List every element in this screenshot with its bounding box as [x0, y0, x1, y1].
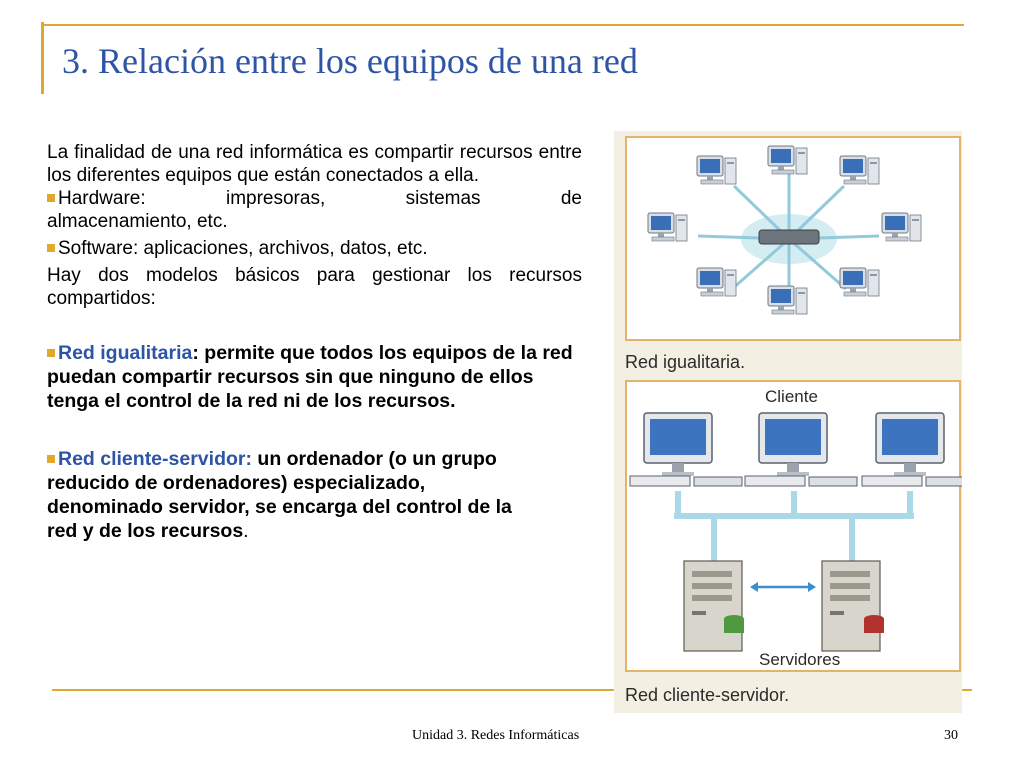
page-number: 30	[944, 728, 958, 743]
slide-title: 3. Relación entre los equipos de una red	[62, 41, 638, 81]
computer-icon	[697, 156, 736, 184]
hardware-line	[47, 187, 582, 210]
hardware-word-2: sistemas	[405, 188, 481, 209]
bullet-icon	[47, 194, 55, 202]
software-item	[47, 237, 582, 260]
client-server-text: un ordenador (o un grupo reducido de ordenadores) especializado, denominado servidor, se encarga del control de la red y de los recursos	[47, 448, 512, 542]
computer-icon	[648, 213, 687, 241]
hardware-label: Hardware:	[58, 188, 146, 209]
software-text: Software: aplicaciones, archivos, datos, etc.	[58, 238, 428, 259]
peer-network-text: : permite que todos los equipos de la red puedan compartir recursos sin que ninguno de ellos tenga el control de la red ni de los recursos.	[47, 342, 573, 412]
computer-icon	[882, 213, 921, 241]
peer-caption: Red igualitaria.	[625, 352, 746, 372]
hardware-item	[47, 187, 582, 233]
computer-icon	[768, 146, 807, 174]
hub-icon	[759, 230, 819, 244]
client-server-item	[47, 447, 537, 543]
title-top-rule	[41, 24, 964, 26]
footer-unit: Unidad 3. Redes Informáticas	[412, 728, 580, 743]
hardware-word-3: de	[560, 188, 582, 209]
peer-network-term: Red igualitaria	[58, 342, 193, 364]
computer-icon	[840, 268, 879, 296]
hardware-word-1: impresoras,	[225, 188, 326, 209]
computer-icon	[697, 268, 736, 296]
computer-icon	[840, 156, 879, 184]
network-models-figure	[614, 131, 962, 713]
client-label: Cliente	[765, 387, 818, 406]
client-server-end: .	[243, 520, 249, 542]
peer-network-item	[47, 341, 579, 413]
models-paragraph: Hay dos modelos básicos para gestionar los recursos compartidos:	[47, 265, 582, 309]
server-icon	[684, 561, 742, 651]
bullet-icon	[47, 244, 55, 252]
intro-paragraph: La finalidad de una red informática es compartir recursos entre los diferentes equipos que están conectados a ella.	[47, 142, 582, 186]
title-left-rule	[41, 22, 44, 94]
hardware-label-wrap	[47, 187, 146, 210]
computer-icon	[768, 286, 807, 314]
bullet-icon	[47, 455, 55, 463]
slide-body	[47, 141, 582, 543]
bullet-icon	[47, 349, 55, 357]
client-server-caption: Red cliente-servidor.	[625, 685, 790, 705]
client-server-term: Red cliente-servidor:	[58, 448, 252, 470]
server-icon	[822, 561, 880, 651]
servers-label: Servidores	[759, 650, 841, 669]
hardware-line-2: almacenamiento, etc.	[47, 211, 228, 232]
